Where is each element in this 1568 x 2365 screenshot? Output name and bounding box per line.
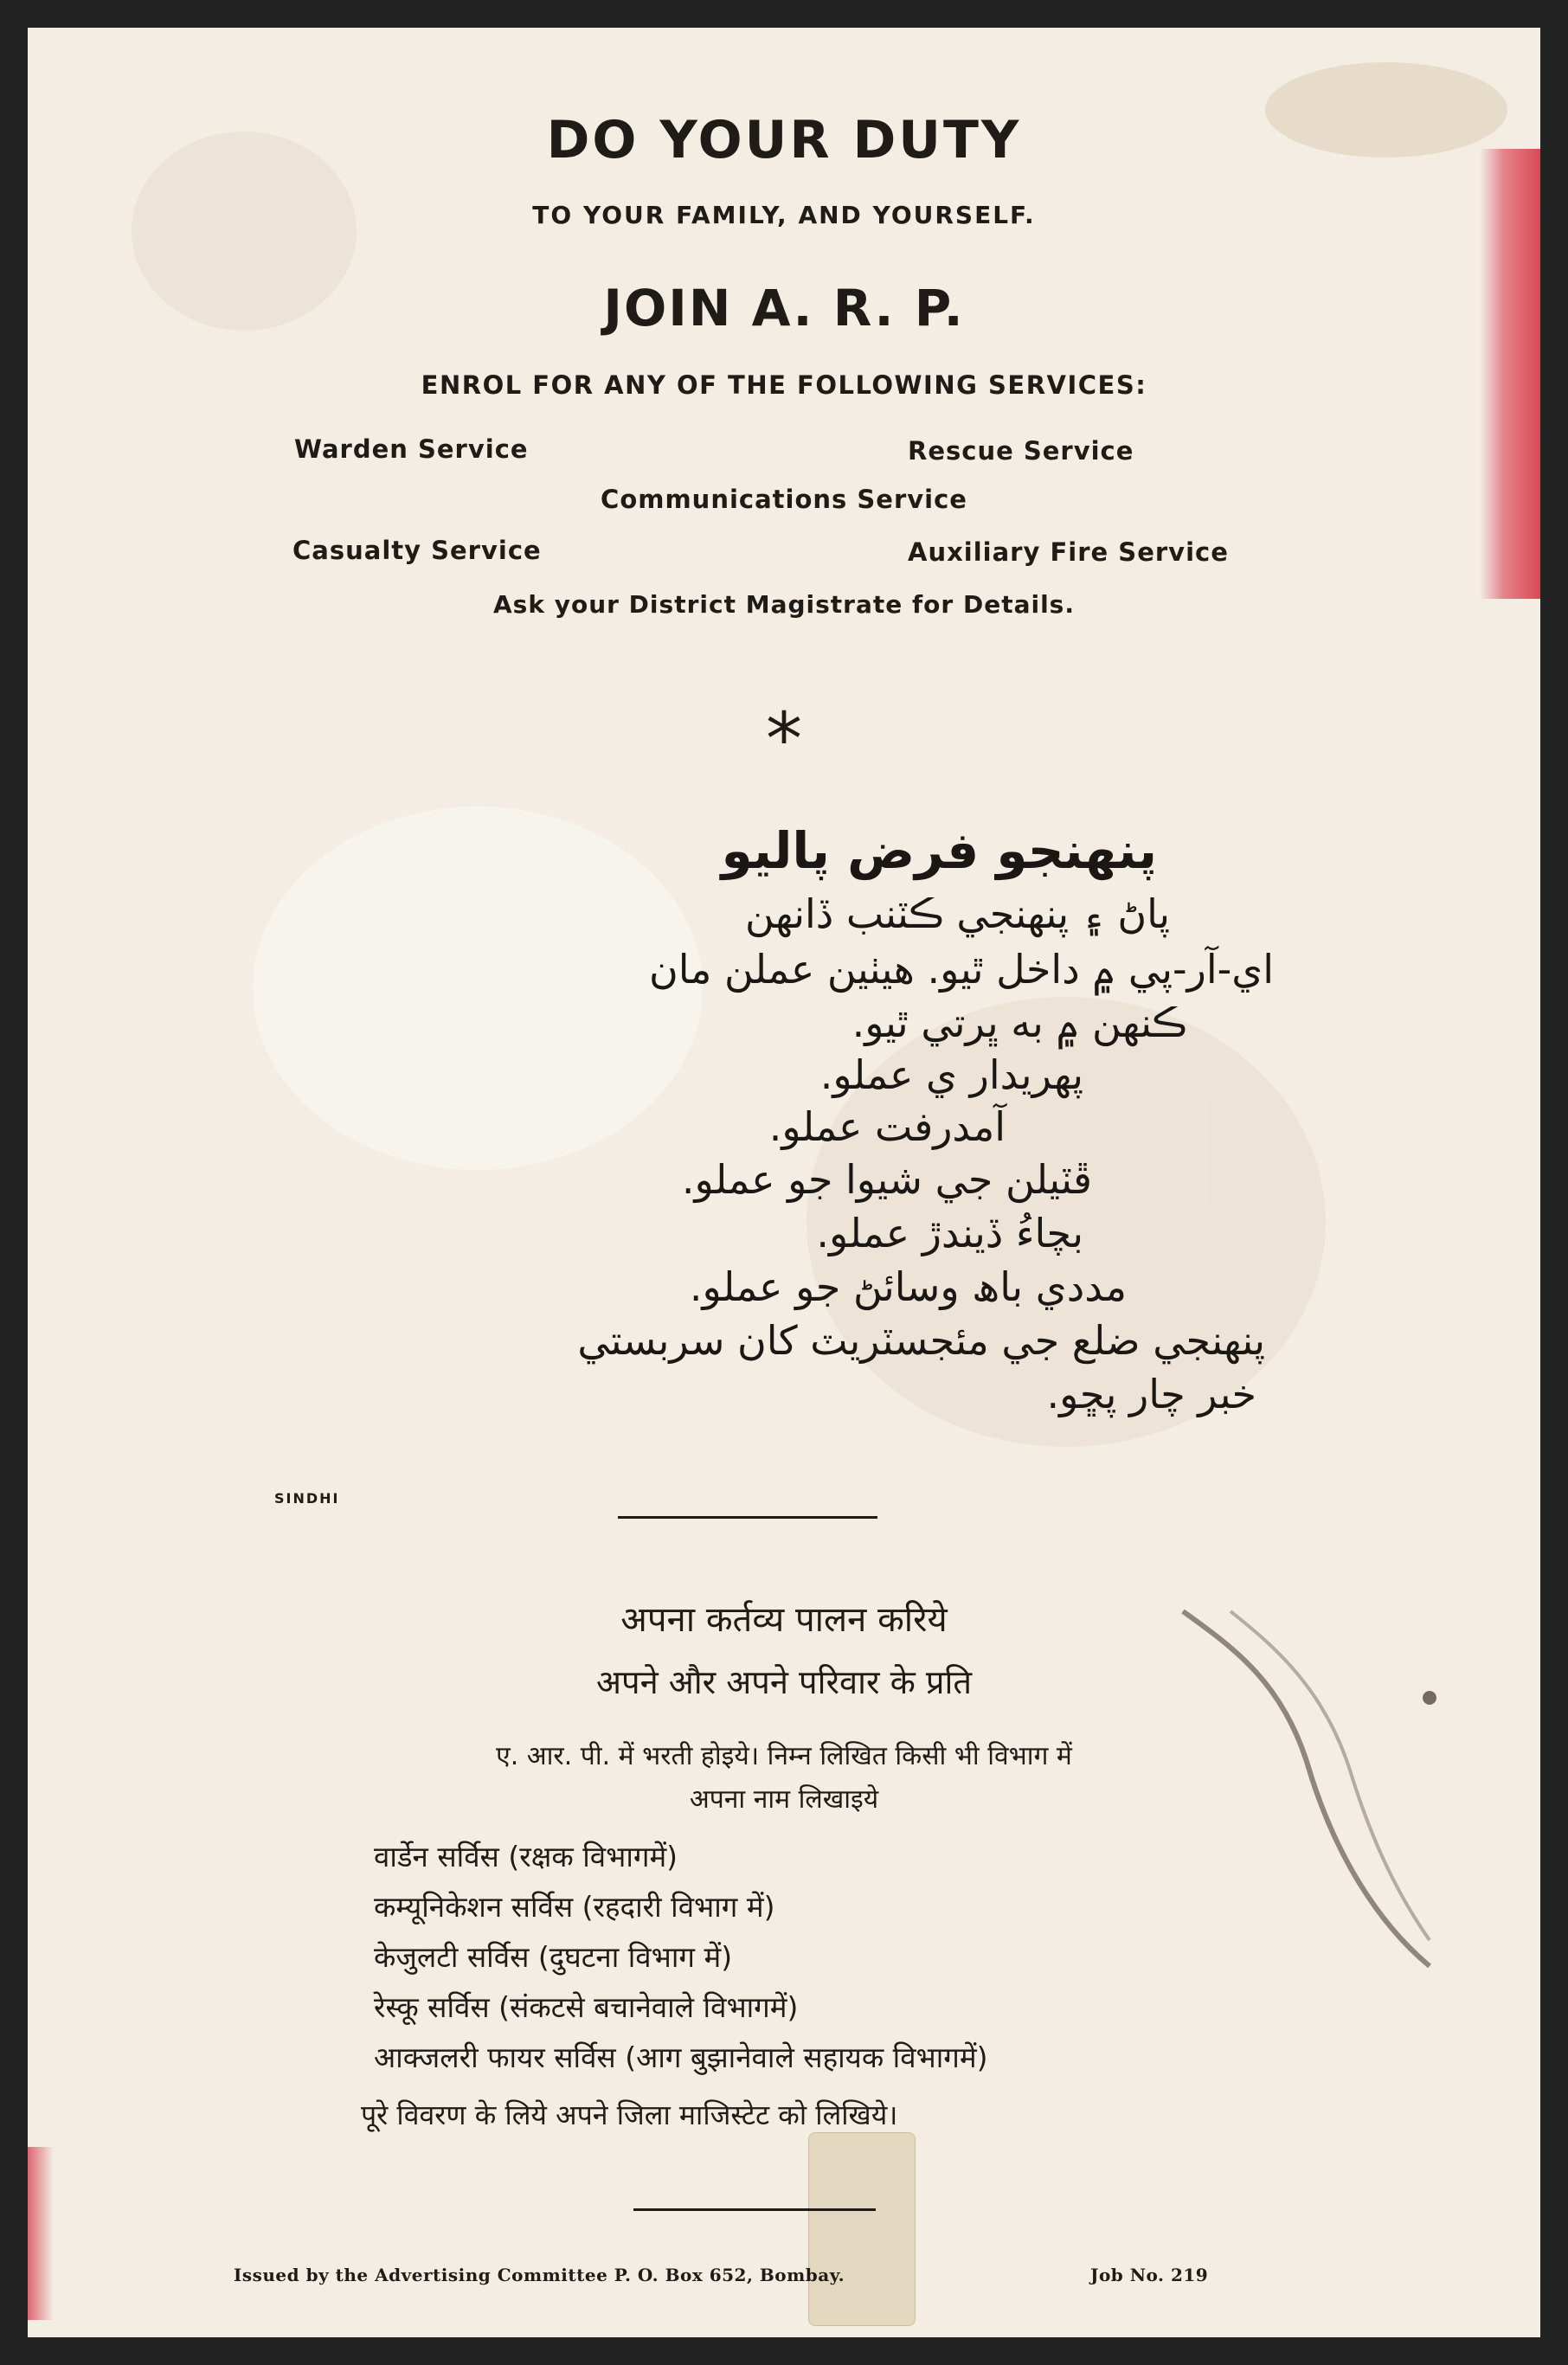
sindhi-line: بچاءُ ڏيندڙ عملو. (816, 1210, 1083, 1256)
postmark-stamp (1179, 1594, 1438, 1975)
sindhi-line: ڦٽيلن جي شيوا جو عملو. (681, 1156, 1092, 1203)
hindi-instruction: ए. आर. पी. में भरती होइये। निम्न लिखित किसी भी विभाग में (496, 1741, 1072, 1771)
service-rescue: Rescue Service (908, 436, 1134, 466)
service-communications: Communications Service (601, 485, 967, 514)
section-divider (618, 1516, 877, 1519)
red-edge-mark (28, 2147, 54, 2320)
sindhi-line: خبر چار پڇو. (1046, 1371, 1256, 1417)
job-number: Job No. 219 (1090, 2265, 1209, 2285)
issued-by-footer: Issued by the Advertising Committee P. O. Box 652, Bombay. (234, 2265, 845, 2285)
star-separator: * (766, 697, 802, 781)
sindhi-section (235, 815, 1274, 1421)
hindi-service-warden: वार्डेन सर्विस (रक्षक विभागमें) (374, 1840, 678, 1873)
sindhi-line: پاڻ ۽ پنھنجي ڪٽنب ڏانھن (745, 890, 1170, 937)
hindi-instruction: अपना नाम लिखाइये (689, 1784, 879, 1815)
poster-sheet (28, 28, 1540, 2337)
sindhi-line: پھريدار ي عملو. (819, 1051, 1083, 1098)
poster-subtitle: TO YOUR FAMILY, AND YOURSELF. (532, 201, 1036, 229)
enrol-heading: ENROL FOR ANY OF THE FOLLOWING SERVICES: (421, 370, 1147, 400)
tape-patch (808, 2132, 916, 2326)
service-fire: Auxiliary Fire Service (908, 537, 1229, 567)
sindhi-line: ڪنھن ۾ به ڀرتي ٿيو. (851, 999, 1187, 1046)
service-casualty: Casualty Service (292, 536, 542, 565)
sindhi-line: اي-آر-پي ۾ داخل ٿيو. ھيٺين عملن مان (648, 946, 1274, 993)
poster-title: DO YOUR DUTY (546, 110, 1022, 170)
hindi-subtitle: अपने और अपने परिवार के प्रति (595, 1663, 972, 1701)
hindi-closing-note: पूरे विवरण के लिये अपने जिला माजिस्टेट को लिखिये। (361, 2098, 898, 2131)
sindhi-line: آمدرفت عملو. (768, 1103, 1006, 1150)
footer-divider (633, 2208, 876, 2211)
ask-magistrate-note: Ask your District Magistrate for Details. (493, 590, 1075, 619)
sindhi-line: مددي باھ وسائڻ جو عملو. (689, 1263, 1127, 1310)
hindi-service-casualty: केजुलटी सर्विस (दुघटना विभाग में) (374, 1940, 733, 1974)
hindi-service-communications: कम्यूनिकेशन सर्विस (रहदारी विभाग में) (374, 1890, 775, 1924)
join-arp-heading: JOIN A. R. P. (603, 279, 965, 337)
sindhi-line: پنھنجي ضلع جي مئجسٽريٽ کان سربستي (577, 1317, 1265, 1364)
service-warden: Warden Service (294, 434, 529, 464)
hindi-service-fire: आक्जलरी फायर सर्विस (आग बुझानेवाले सहायक विभागमें) (374, 2040, 988, 2074)
hindi-title: अपना कर्तव्य पालन करिये (620, 1600, 948, 1640)
sindhi-language-label: SINDHI (274, 1490, 340, 1507)
hindi-service-rescue: रेस्कू सर्विस (संकटसे बचानेवाले विभागमें) (374, 1990, 799, 2024)
sindhi-title: پنھنجو فرض پاليو (721, 821, 1157, 880)
